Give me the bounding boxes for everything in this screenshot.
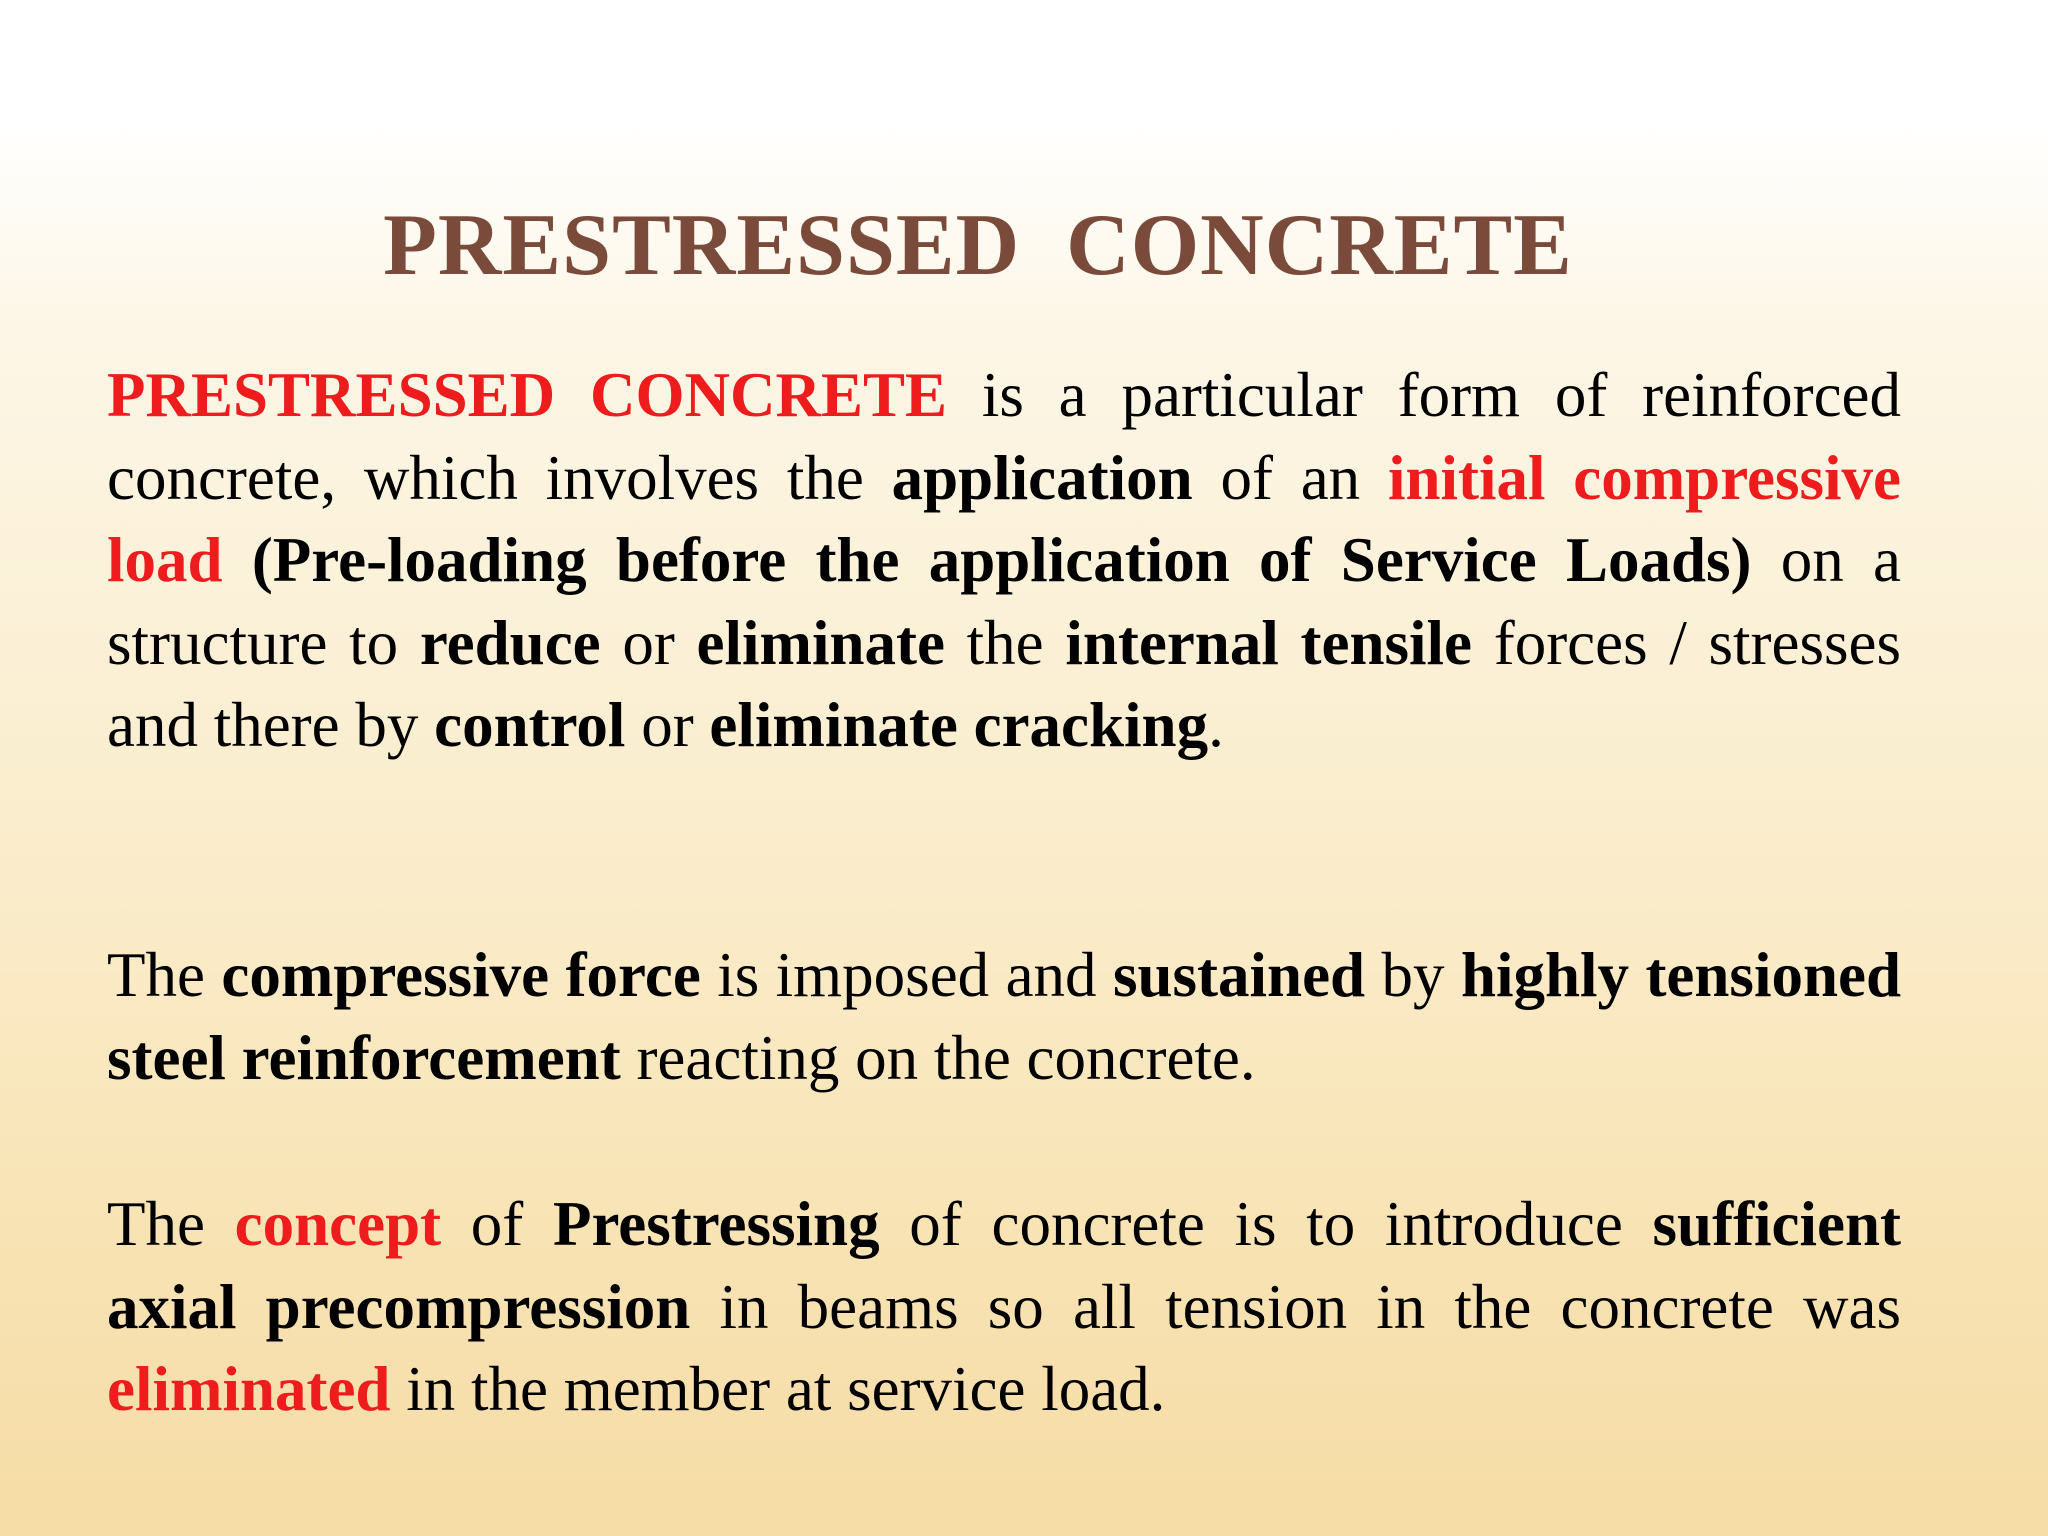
paragraph-concept	[107, 1183, 1901, 1431]
text-run: compressive force	[221, 940, 701, 1010]
text-run: application	[891, 442, 1193, 513]
text-run: (Pre-loading before the application of Service Loads)	[251, 525, 1752, 595]
text-run: on a structure to	[107, 525, 1902, 678]
text-run: sufficient axial precompression	[107, 1189, 1901, 1342]
text-run: in the member at service load.	[390, 1354, 1166, 1424]
text-run	[223, 525, 252, 595]
text-run: forces / stresses and there by	[107, 607, 1933, 760]
text-run: sustained	[1112, 940, 1366, 1010]
text-run: eliminate	[696, 607, 945, 678]
paragraph-definition	[107, 354, 1933, 767]
text-run: eliminate cracking	[709, 690, 1209, 760]
text-run: PRESTRESSED CONCRETE	[107, 360, 948, 430]
text-run: of an	[1192, 442, 1388, 513]
text-run: highly tensioned steel reinforcement	[107, 940, 1901, 1093]
text-run: internal tensile	[1065, 607, 1473, 678]
text-run: is a particular form of reinforced concrete, which involves the	[107, 360, 1901, 513]
text-run: of concrete is to introduce	[879, 1189, 1653, 1259]
text-run: eliminated	[107, 1354, 391, 1424]
text-run: or	[600, 607, 697, 678]
text-run: The	[107, 1189, 235, 1259]
text-run: reduce	[419, 607, 601, 678]
text-run: of	[441, 1189, 553, 1259]
text-run: by	[1365, 940, 1461, 1010]
text-run: initial compressive load	[107, 442, 1902, 595]
text-run: The	[107, 940, 222, 1010]
text-run: in beams so all tension in the concrete was	[690, 1271, 1901, 1342]
text-run: or	[625, 690, 710, 760]
paragraph-compressive-force	[107, 934, 1901, 1099]
text-run: Prestressing	[552, 1189, 880, 1259]
slide-title: PRESTRESSED CONCRETE	[383, 197, 1573, 294]
text-run: .	[1208, 690, 1224, 760]
text-run: control	[434, 690, 626, 760]
text-run: is imposed and	[700, 940, 1113, 1010]
text-run: concept	[234, 1189, 442, 1259]
text-run: the	[944, 607, 1066, 678]
text-run: reacting on the concrete.	[620, 1022, 1256, 1093]
